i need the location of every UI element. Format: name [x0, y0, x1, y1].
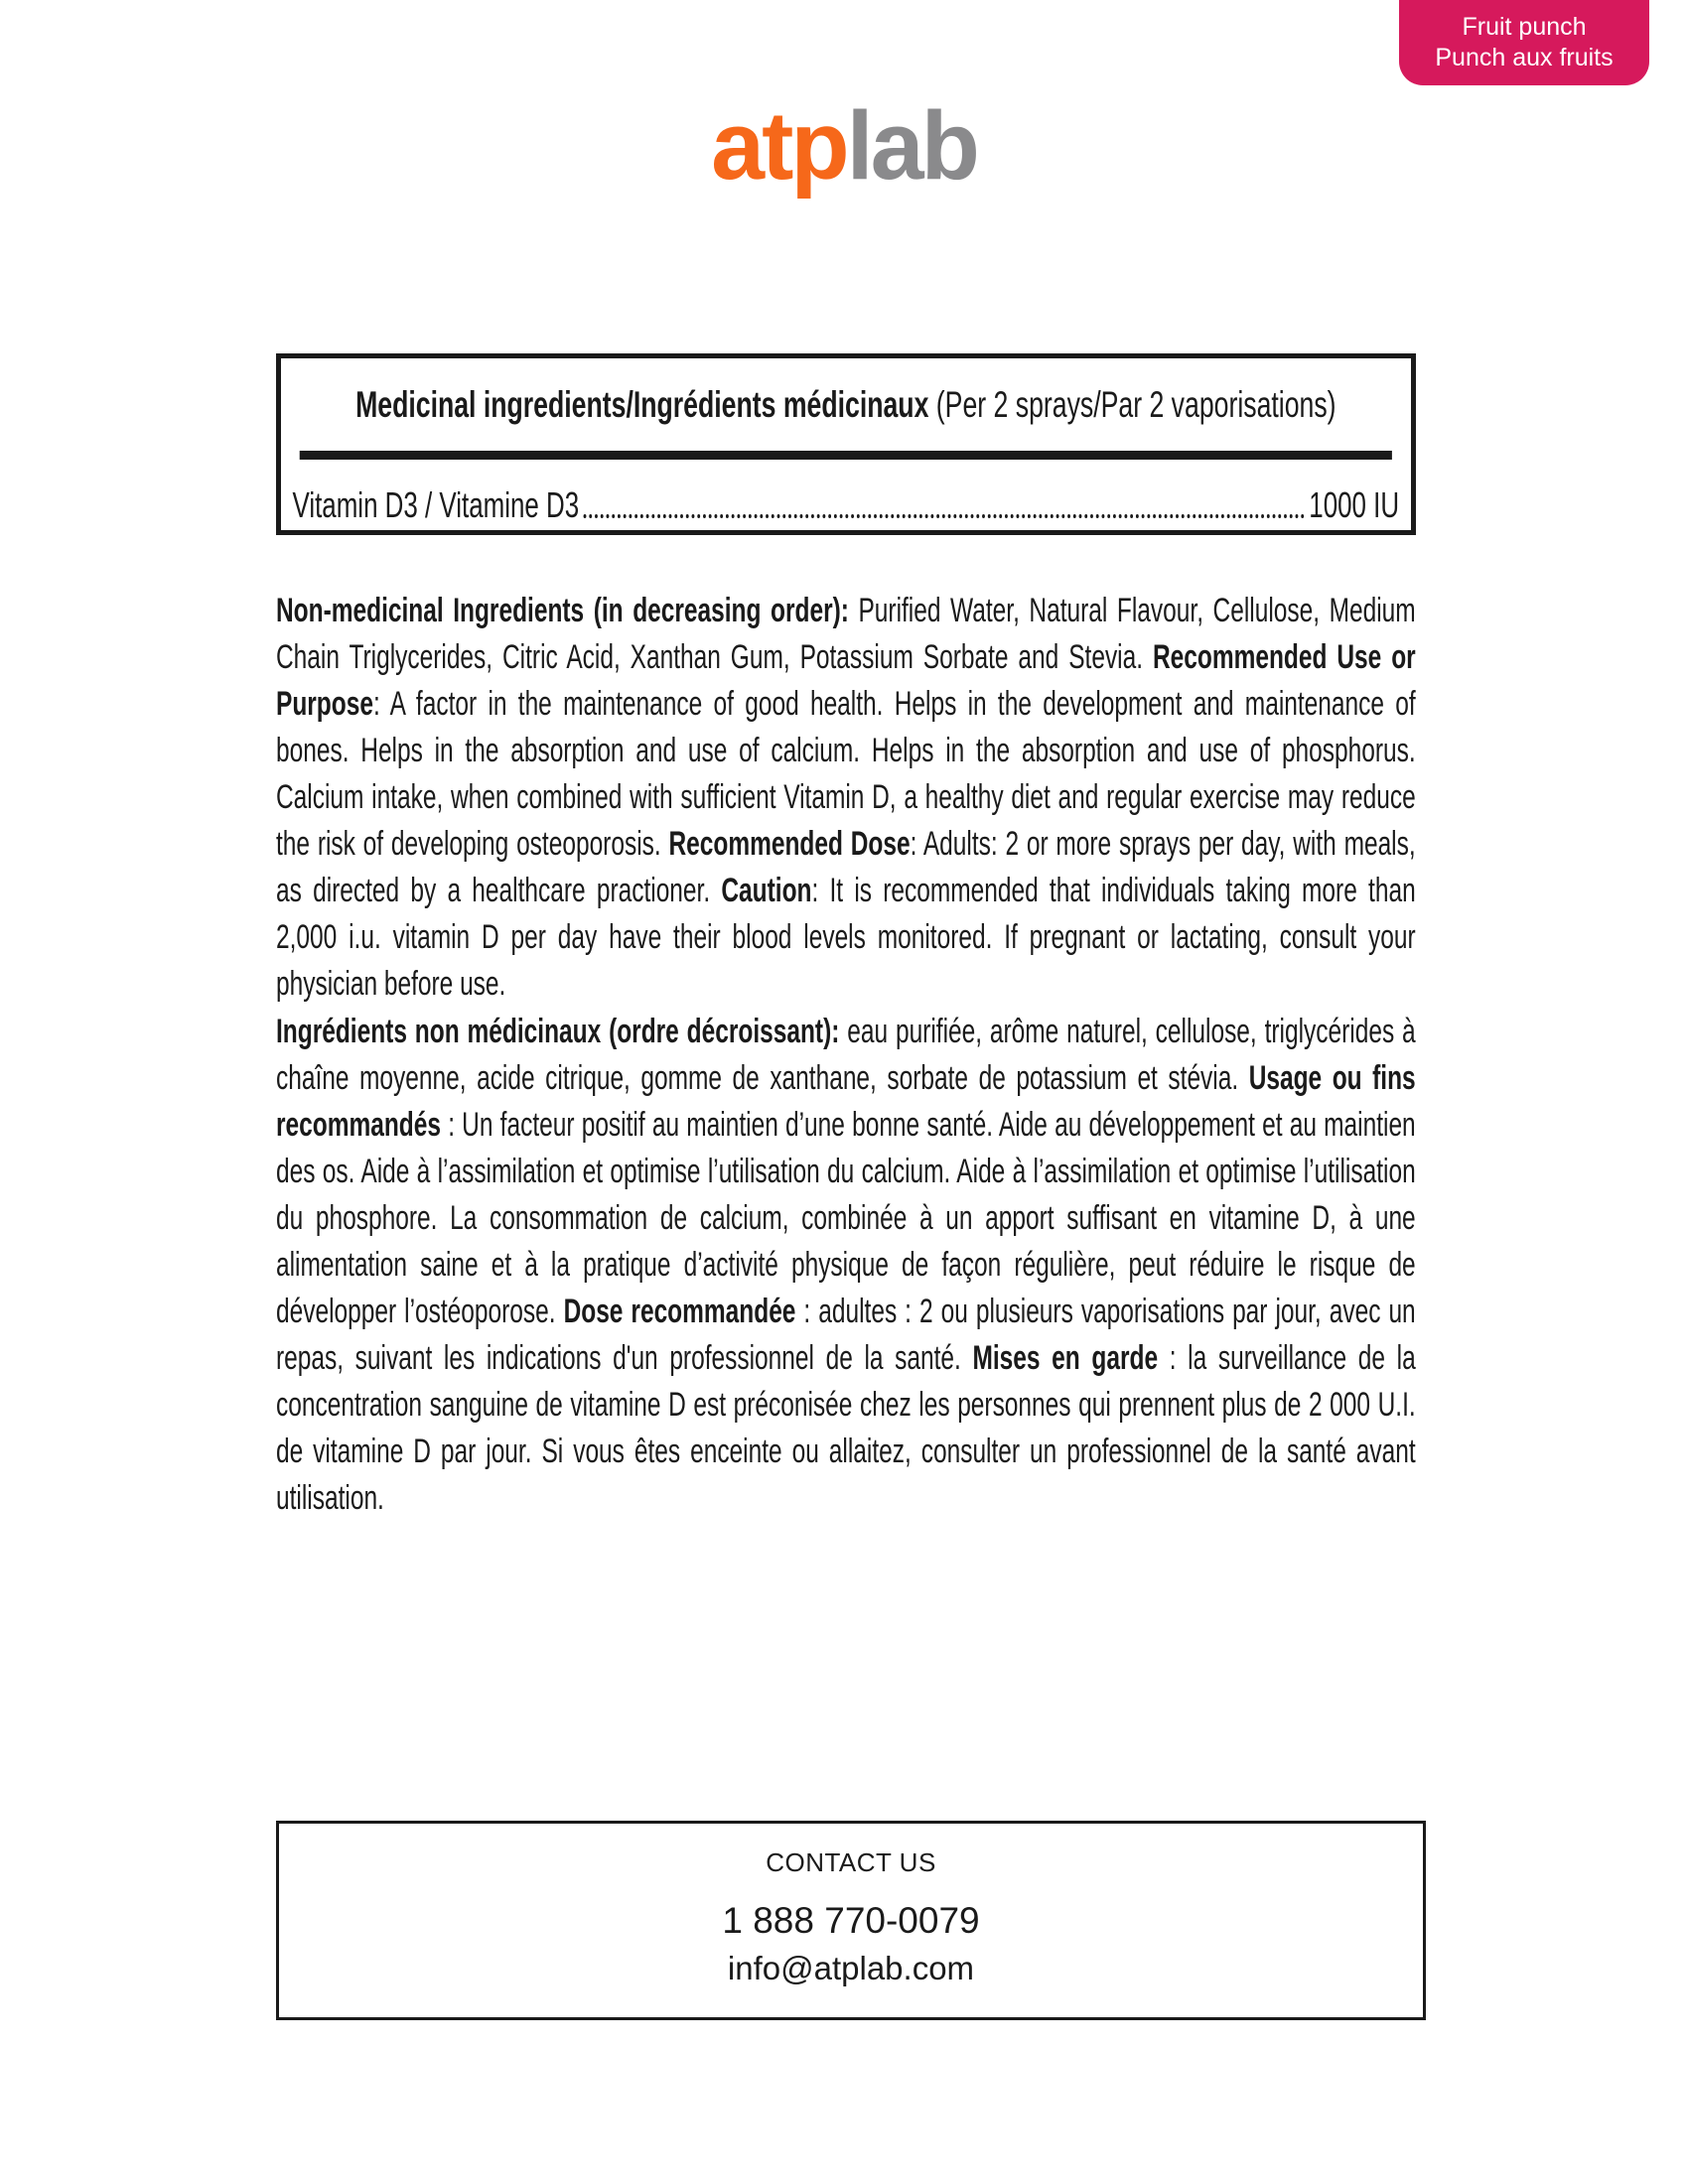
flavor-line-fr: Punch aux fruits	[1435, 44, 1614, 71]
flavor-line-en: Fruit punch	[1462, 13, 1587, 41]
contact-email: info@atplab.com	[727, 1950, 975, 1986]
medicinal-heading-note: (Per 2 sprays/Par 2 vaporisations)	[928, 384, 1336, 425]
french-paragraph-block	[276, 1009, 1416, 1522]
ingredient-name: Vitamin D3 / Vitamine D3	[292, 484, 580, 525]
logo-part-atp: atp	[711, 91, 847, 200]
ingredient-amount: 1000 IU	[1309, 484, 1400, 525]
contact-phone: 1 888 770-0079	[722, 1900, 980, 1941]
flavor-badge	[1399, 0, 1649, 85]
brand-logo	[0, 93, 1688, 200]
english-paragraph-block	[276, 588, 1416, 1008]
medicinal-heading-bold: Medicinal ingredients/Ingrédients médicinaux	[355, 384, 929, 425]
english-paragraph: Non-medicinal Ingredients (in decreasing order): Purified Water, Natural Flavour, Cellulose, Medium Chain Triglycerides, Citric Acid, Xanthan Gum, Potassium Sorbate and Stevia. Recommended Use or Purpose: A factor in the maintenance of good health. Helps in the development and maintenance of bones. Helps in the absorption and use of calcium. Helps in the absorption and use of phosphorus. Calcium intake, when combined with sufficient Vitamin D, a healthy diet and regular exercise may reduce the risk of developing osteoporosis. Recommended Dose: Adults: 2 or more sprays per day, with meals, as directed by a healthcare practioner. Caution: It is recommended that individuals taking more than 2,000 i.u. vitamin D per day have their blood levels monitored. If pregnant or lactating, consult your physician before use.	[276, 592, 1416, 1003]
ingredient-row	[293, 483, 1400, 527]
heading-divider	[300, 451, 1392, 460]
medicinal-ingredients-box	[276, 353, 1416, 535]
contact-heading: CONTACT US	[766, 1847, 936, 1877]
contact-box	[276, 1821, 1426, 2020]
logo-part-lab: lab	[846, 91, 977, 200]
medicinal-ingredients-heading	[281, 383, 1411, 426]
french-paragraph: Ingrédients non médicinaux (ordre décroissant): eau purifiée, arôme naturel, cellulose, triglycérides à chaîne moyenne, acide citrique, gomme de xanthane, sorbate de potassium et stévia. Usage ou fins recommandés : Un facteur positif au maintien d’une bonne santé. Aide au développement et au maintien des os. Aide à l’assimilation et optimise l’utilisation du calcium. Aide à l’assimilation et optimise l’utilisation du phosphore. La consommation de calcium, combinée à un apport suffisant en vitamine D, à une alimentation saine et à la pratique d’activité physique de façon régulière, peut réduire le risque de développer l’ostéoporose. Dose recommandée : adultes : 2 ou plusieurs vaporisations par jour, avec un repas, suivant les indications d'un professionnel de la santé. Mises en garde : la surveillance de la concentration sanguine de vitamine D est préconisée chez les personnes qui prennent plus de 2 000 U.I. de vitamine D par jour. Si vous êtes enceinte ou allaitez, consulter un professionnel de la santé avant utilisation.	[276, 1013, 1416, 1517]
dot-leader	[583, 514, 1305, 518]
